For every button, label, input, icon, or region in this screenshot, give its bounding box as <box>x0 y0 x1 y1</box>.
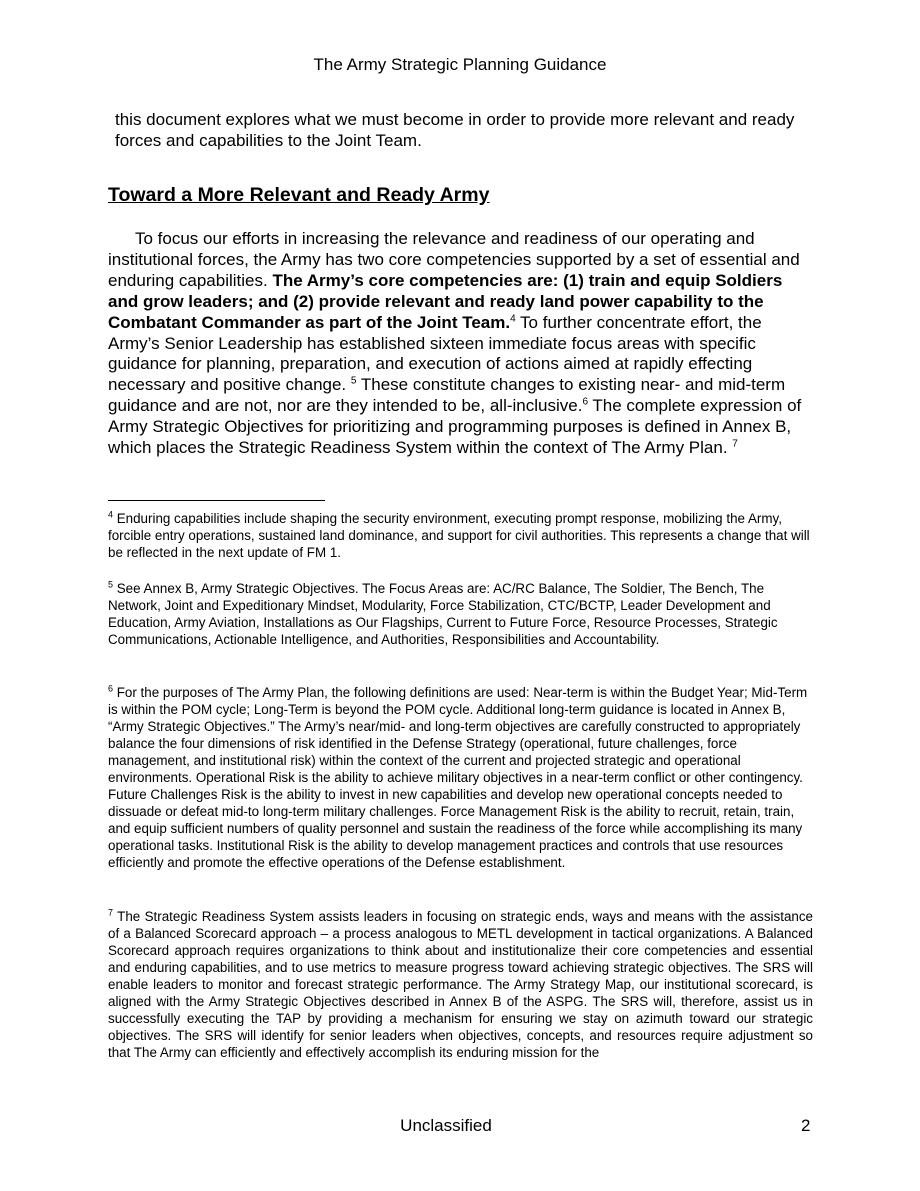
body-paragraph <box>108 229 813 459</box>
footnote-4 <box>108 510 813 561</box>
para-text-2: To further concentrate effort, the Army’s Senior Leadership has established sixteen immediate focus areas with specific guidance for planning, preparation, and execution of actions aimed at rapidly effecting necessary and positive change. <box>108 312 762 395</box>
intro-paragraph: this document explores what we must become in order to provide more relevant and ready forces and capabilities to the Joint Team. <box>115 110 795 150</box>
running-header: The Army Strategic Planning Guidance <box>313 55 607 74</box>
para-text-4: The complete expression of Army Strategic Objectives for prioritizing and programming purposes is defined in Annex B, which places the Strategic Readiness System within the context of The Army Plan. <box>108 396 802 458</box>
footnote-number: 6 <box>108 683 114 694</box>
footnote-ref-7[interactable]: 7 <box>732 438 738 450</box>
footnote-text: The Strategic Readiness System assists leaders in focusing on strategic ends, ways and means with the assistance of a Balanced Scorecard approach – a process analogous to METL development in tactical organizations. A Balanced Scorecard approach requires organizations to think about and institutionalize their core competencies and essential and enduring capabilities, and to use metrics to measure progress toward achieving strategic objectives. The SRS will enable leaders to monitor and forecast strategic performance. The Army Strategy Map, our institutional scorecard, is aligned with the Army Strategic Objectives described in Annex B of the ASPG. The SRS will, therefore, assist us in successfully executing the TAP by providing a mechanism for ensuring we stay on azimuth toward our strategic objectives. The SRS will identify for senior leaders when objectives, concepts, and resources require adjustment so that The Army can efficiently and effectively accomplish its enduring mission for the <box>108 909 813 1060</box>
classification-footer: Unclassified <box>400 1116 492 1135</box>
footnote-ref-4[interactable]: 4 <box>510 312 516 324</box>
footnote-ref-6[interactable]: 6 <box>582 396 588 408</box>
footnote-text: For the purposes of The Army Plan, the following definitions are used: Near-term is within the Budget Year; Mid-Term is within the POM cycle; Long-Term is beyond the POM cycle. Additional long-term guidance is located in Annex B, “Army Strategic Objectives.” The Army’s near/mid- and long-term objectives are carefully constructed to appropriately balance the four dimensions of risk identified in the Defense Strategy (operational, future challenges, force management, and institutional risk) within the context of the current and projected strategic and operational environments. Operational Risk is the ability to achieve military objectives in a near-term conflict or other contingency. Future Challenges Risk is the ability to invest in new capabilities and develop new operational concepts needed to dissuade or defeat mid-to long-term military challenges. Force Management Risk is the ability to recruit, retain, train, and equip sufficient numbers of quality personnel and sustain the readiness of the force while accomplishing its many operational tasks. Institutional Risk is the ability to develop management practices and controls that use resources efficiently and promote the effective operations of the Defense establishment. <box>108 685 808 870</box>
footnote-number: 5 <box>108 579 114 590</box>
para-text-3: These constitute changes to existing near- and mid-term guidance and are not, nor are they intended to be, all-inclusive. <box>108 375 786 416</box>
footnote-text: Enduring capabilities include shaping the security environment, executing prompt response, mobilizing the Army, forcible entry operations, sustained land dominance, and support for civil authorities. This represents a change that will be reflected in the next update of FM 1. <box>108 511 810 560</box>
page-number: 2 <box>801 1116 811 1135</box>
footnote-5 <box>108 580 813 648</box>
footnote-number: 4 <box>108 509 114 520</box>
para-text-1: To focus our efforts in increasing the relevance and readiness of our operating and institutional forces, the Army has two core competencies supported by a set of essential and enduring capabilities. <box>108 229 800 290</box>
core-competencies-statement: The Army’s core competencies are: (1) train and equip Soldiers and grow leaders; and (2) provide relevant and ready land power capability to the Combatant Commander as part of the Joint Team. <box>108 270 783 332</box>
footnote-7 <box>108 908 813 1061</box>
footnote-6 <box>108 684 813 871</box>
footnote-number: 7 <box>108 907 114 918</box>
footnote-text: See Annex B, Army Strategic Objectives. The Focus Areas are: AC/RC Balance, The Soldier, The Bench, The Network, Joint and Expeditionary Mindset, Modularity, Force Stabilization, CTC/BCTP, Leader Development and Education, Army Aviation, Installations as Our Flagships, Current to Future Force, Resource Processes, Strategic Communications, Actionable Intelligence, and Authorities, Responsibilities and Accountability. <box>108 581 778 647</box>
section-heading: Toward a More Relevant and Ready Army <box>108 184 490 206</box>
footnote-separator <box>108 500 325 501</box>
footnote-ref-5[interactable]: 5 <box>350 375 357 387</box>
